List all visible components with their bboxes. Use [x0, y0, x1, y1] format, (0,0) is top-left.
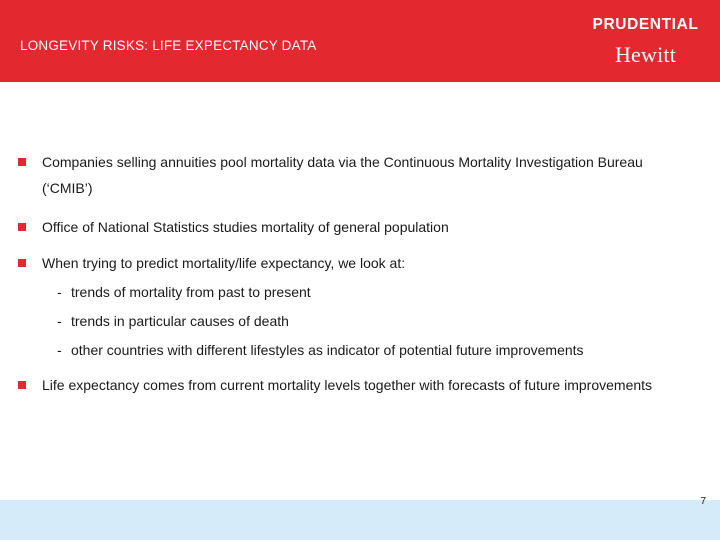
slide-title: LONGEVITY RISKS: LIFE EXPECTANCY DATA: [20, 38, 317, 53]
logo-hewitt-text: Hewitt: [614, 42, 677, 67]
bullet-square-icon: [18, 158, 26, 166]
sub-list-item: [57, 311, 697, 331]
logo-prudential-text: PRUDENTIAL: [592, 16, 699, 33]
sub-list-item-text: trends in particular causes of death: [71, 313, 289, 329]
sub-list-item-text: trends of mortality from past to present: [71, 284, 311, 300]
dash-marker: -: [57, 313, 62, 329]
bullet-item: Life expectancy comes from current mortality levels together with forecasts of future improvements: [42, 377, 653, 393]
page-number: 7: [700, 496, 706, 507]
bullet-square-icon: [18, 259, 26, 267]
dash-marker: -: [57, 284, 62, 300]
sub-list-item: [57, 340, 697, 360]
sub-list-item-text: other countries with different lifestyles as indicator of potential future improvements: [71, 342, 584, 358]
sub-list-item: [57, 282, 697, 302]
dash-marker: -: [57, 342, 62, 358]
bullet-item: Office of National Statistics studies mortality of general population: [42, 219, 449, 235]
bullet-item: When trying to predict mortality/life expectancy, we look at:: [42, 255, 406, 271]
bullet-square-icon: [18, 223, 26, 231]
footer-bar: [0, 500, 720, 540]
bullet-square-icon: [18, 381, 26, 389]
bullet-item: Companies selling annuities pool mortality data via the Continuous Mortality Investigation Bureau (‘CMIB’): [42, 154, 643, 196]
